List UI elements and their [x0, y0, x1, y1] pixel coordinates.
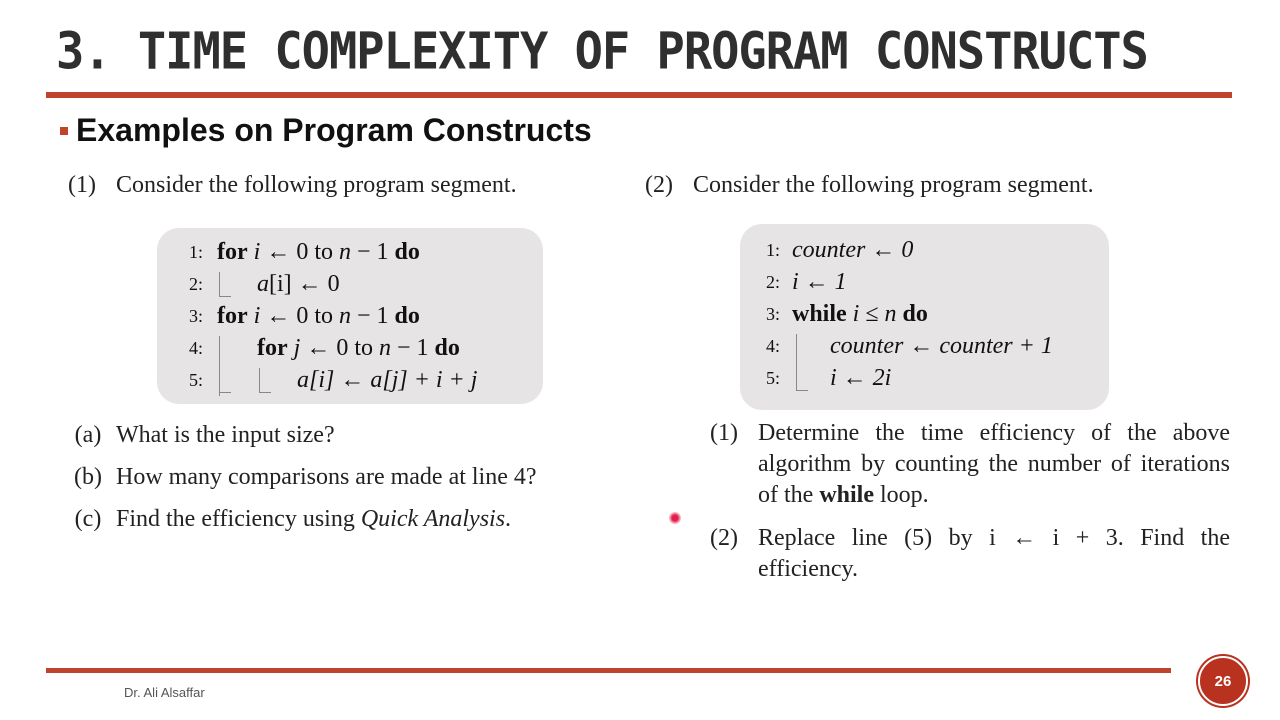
algo2-code: counter ← counter + 1 [830, 333, 1053, 359]
problem2-questions [710, 418, 1230, 585]
problem2-number: (2) [645, 172, 673, 198]
line-number: 4: [765, 336, 780, 356]
algo1-line [157, 332, 543, 364]
algorithm-box-2 [740, 224, 1109, 410]
question-item: (a) What is the input size? [74, 422, 335, 448]
algo1-line [157, 268, 543, 300]
problem1-heading [68, 172, 517, 199]
line-number: 2: [765, 272, 780, 292]
algo1-line [157, 300, 543, 332]
line-number: 1: [765, 240, 780, 260]
section-heading [60, 112, 592, 149]
laser-pointer-icon [669, 512, 681, 524]
algo2-line [740, 266, 1109, 298]
algo1-code: for j ← 0 to n − 1 do [257, 335, 460, 361]
footer-rule [46, 668, 1171, 673]
line-number: 1: [188, 242, 203, 262]
line-number: 3: [765, 304, 780, 324]
algo2-code: counter ← 0 [792, 237, 914, 263]
problem2-text: Consider the following program segment. [693, 172, 1094, 198]
problem2-heading [645, 172, 1094, 199]
algo1-code: for i ← 0 to n − 1 do [217, 239, 420, 265]
problem1-number: (1) [68, 172, 96, 198]
footer-author: Dr. Ali Alsaffar [124, 685, 205, 700]
question-item: (b) How many comparisons are made at line 4? [74, 464, 537, 490]
line-number: 2: [188, 274, 203, 294]
problem1-text: Consider the following program segment. [116, 172, 517, 198]
line-number: 4: [188, 338, 203, 358]
question-item: (1) Determine the time efficiency of the above algorithm by counting the number of iterations of the while loop. [710, 420, 1230, 508]
algorithm-box-1 [157, 228, 543, 404]
question-item: (c) Find the efficiency using Quick Analysis. [74, 506, 512, 532]
algo2-code: i ← 1 [792, 269, 847, 295]
slide-title: 3. TIME COMPLEXITY OF PROGRAM CONSTRUCTS [56, 22, 1148, 82]
problem1-questions [68, 422, 537, 548]
algo1-code: a[i] ← 0 [257, 271, 340, 297]
algo2-line [740, 362, 1109, 394]
section-heading-text: Examples on Program Constructs [76, 112, 592, 148]
title-underline [46, 92, 1232, 98]
algo2-code: i ← 2i [830, 365, 892, 391]
algo2-line [740, 234, 1109, 266]
algo1-code: for i ← 0 to n − 1 do [217, 303, 420, 329]
bullet-icon [60, 127, 68, 135]
line-number: 3: [188, 306, 203, 326]
algo2-line [740, 298, 1109, 330]
algo1-line [157, 364, 543, 396]
line-number: 5: [765, 368, 780, 388]
question-item: (2) Replace line (5) by i ← i + 3. Find the efficiency. [710, 525, 1230, 582]
page-number-badge: 26 [1198, 656, 1248, 706]
algo1-code: a[i] ← a[j] + i + j [297, 367, 478, 393]
algo2-line [740, 330, 1109, 362]
algo1-line [157, 236, 543, 268]
algo2-code: while i ≤ n do [792, 301, 928, 327]
line-number: 5: [188, 370, 203, 390]
